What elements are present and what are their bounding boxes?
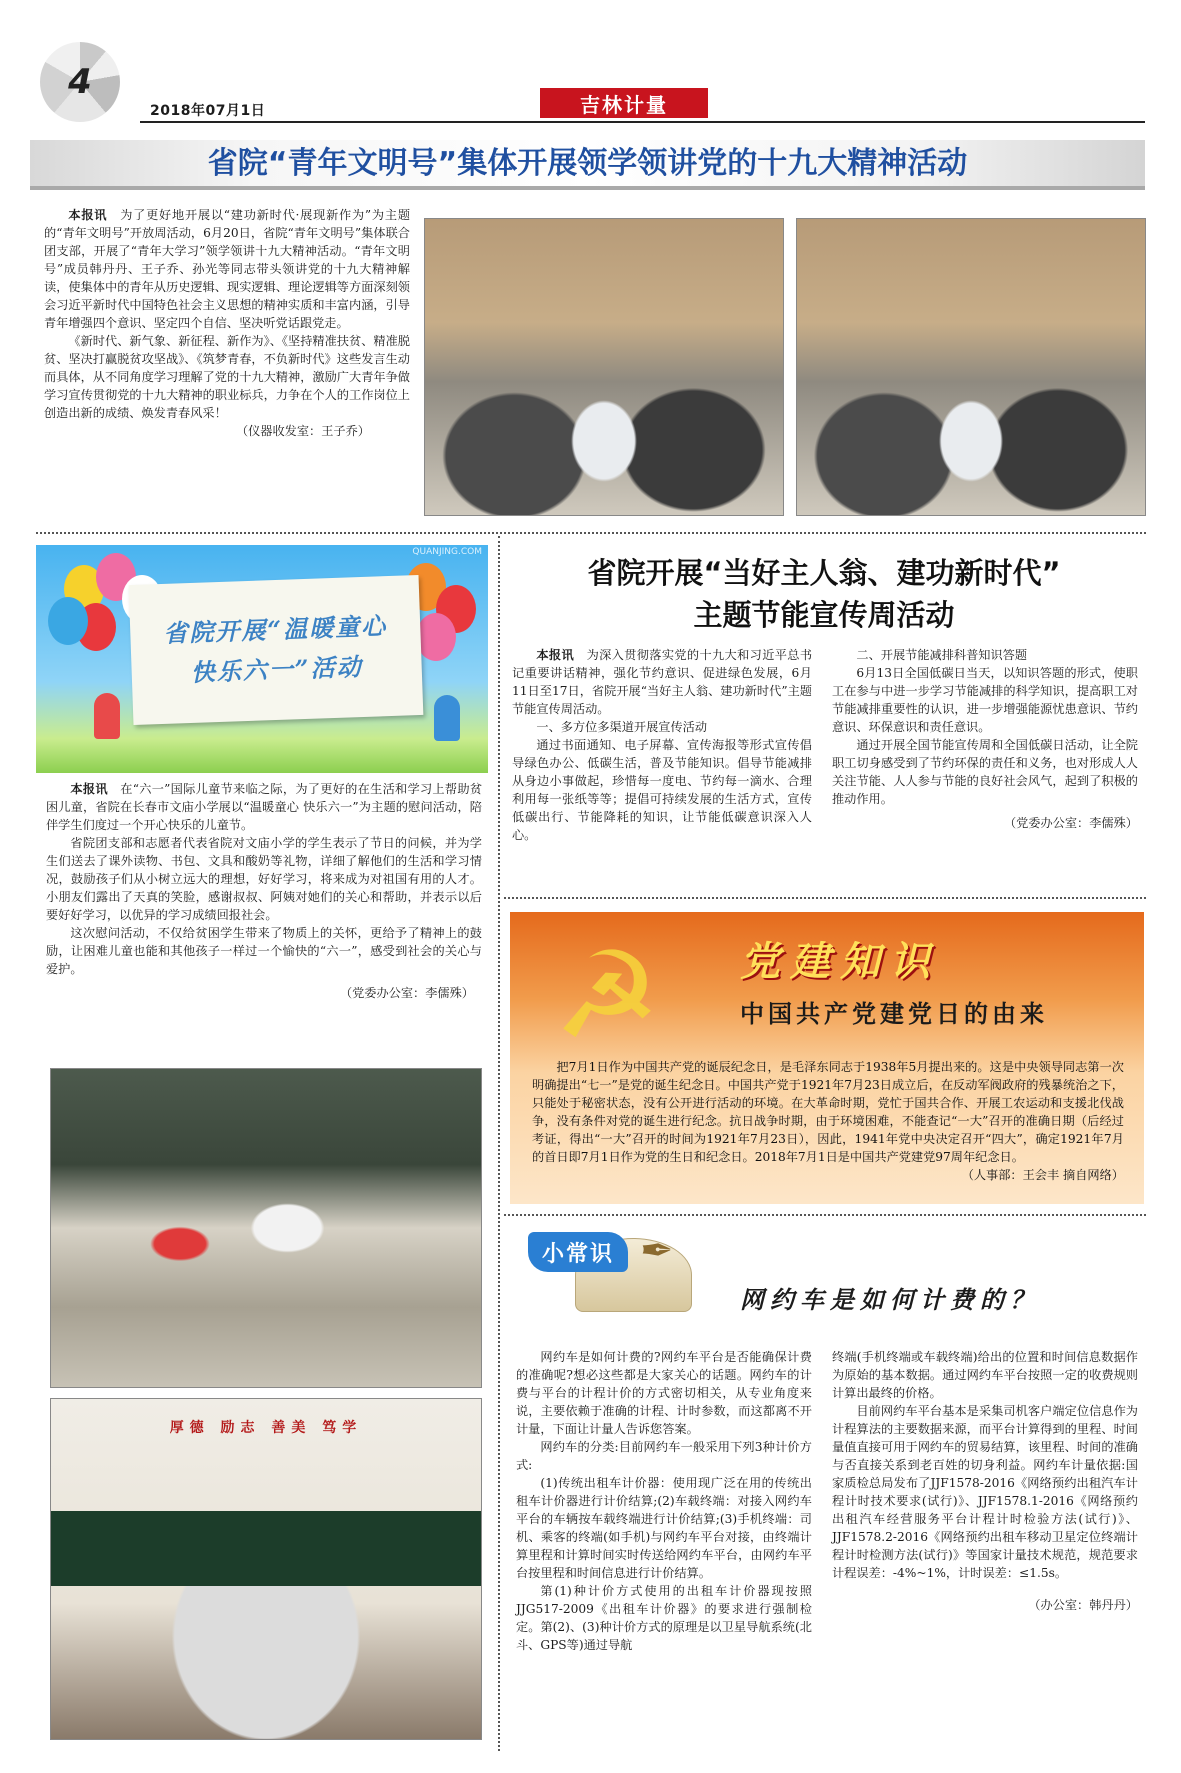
party-paragraph: 把7月1日作为中国共产党的诞辰纪念日，是毛泽东同志于1938年5月提出来的。这是中央领导同志第一次明确提出“七一”是党的诞生纪念日。中国共产党于1921年7月23日成立后，在反动军阀政府的残暴统治之下，只能处于秘密状态，没有公开进行活动的环境。在大革命时期，党忙于国共合作、开展工农运动和支援北伐战争，没有条件对党的诞生进行纪念。抗日战争时期，由于环境困难，不能查记“一大”召开的准确日期（后经过考证，得出“一大”召开的时间为1921年7月23日），因此，1941年党中央决定召开“四大”，确定1921年7月的首日即7月1日作为党的生日和纪念日。2018年7月1日是中国共产党建党97周年纪念日。: [532, 1060, 1124, 1164]
children-day-poster: [36, 545, 488, 773]
article1-credit: （仪器收发室：王子乔）: [235, 424, 370, 438]
article3-paragraph: 通过书面通知、电子屏幕、宣传海报等形式宣传倡导绿色办公、低碳生活，普及节能知识。倡导节能减排从身边小事做起，珍惜每一度电、节约每一滴水、合理利用每一张纸等等；提倡可持续发展的生活方式，宣传低碳出行、节能降耗的知识，让节能低碳意识深入人心。: [512, 738, 812, 842]
common-sense-paragraph: 终端(手机终端或车载终端)给出的位置和时间信息数据作为原始的基本数据。通过网约车平台按照一定的收费规则计算出最终的价格。: [832, 1350, 1138, 1400]
common-sense-banner: 小常识: [528, 1232, 628, 1272]
article3-left-column: [512, 646, 812, 844]
party-text: [532, 1058, 1124, 1184]
article2-paragraph: 在“六一”国际儿童节来临之际，为了更好的在生活和学习上帮助贫困儿童，省院在长春市文庙小学展以“温暖童心 快乐六一”为主题的慰问活动，陪伴学生们度过一个开心快乐的儿童节。: [46, 782, 483, 832]
child-figure-icon: [434, 695, 460, 741]
common-sense-paragraph: 网约车是如何计费的?网约车平台是否能确保计费的准确呢?想必这些都是大家关心的话题。网约车的计费与平台的计程计价的方式密切相关，从专业角度来说，主要依赖于准确的计程、计时参数，而这都离不开计量，下面让计量人告诉您答案。: [516, 1350, 812, 1436]
balloon-icon: [416, 613, 456, 661]
article3-paragraph: 为深入贯彻落实党的十九大和习近平总书记重要讲话精神，强化节约意识、促进绿色发展，6月11日至17日，省院开展“当好主人翁、建功新时代”主题节能宣传周活动。: [512, 648, 813, 716]
party-knowledge-box: [510, 912, 1144, 1204]
page-number-text: 4: [68, 62, 92, 102]
poster-title-line1: 省院开展“温暖童心: [162, 611, 388, 648]
common-sense-left-column: [516, 1348, 812, 1654]
article1-lead: 本报讯: [68, 208, 108, 222]
quill-icon: ✒: [640, 1228, 674, 1274]
poster-paper: [129, 575, 424, 725]
article1-headline: 省院“青年文明号”集体开展领学领讲党的十九大精神活动: [207, 146, 968, 181]
article2-paragraph: 省院团支部和志愿者代表省院对文庙小学的学生表示了节日的问候，并为学生们送去了课外读物、书包、文具和酸奶等礼物，详细了解他们的生活和学习情况，鼓励孩子们从小树立远大的理想，好好学习，将来成为对祖国有用的人才。小朋友们露出了天真的笑脸，感谢叔叔、阿姨对她们的关心和帮助，并表示以后要好好学习，以优异的学习成绩回报社会。: [46, 836, 482, 922]
party-subtitle: 中国共产党建党日的由来: [740, 999, 1048, 1028]
child-figure-icon: [94, 693, 120, 739]
poster-watermark: QUANJING.COM: [412, 547, 482, 557]
article1-body: [44, 206, 410, 440]
article2-photo-1: [50, 1068, 482, 1388]
article3-headline-line1: 省院开展“当好主人翁、建功新时代”: [587, 556, 1061, 590]
common-sense-paragraph: 目前网约车平台基本是采集司机客户端定位信息作为计程算法的主要数据来源，而平台计算得到的里程、时间量值直接可用于网约车的贸易结算，该里程、时间的准确与否直接关系到老百姓的切身利益。网约车计量依据:国家质检总局发布了JJF1578-2016《网络预约出租汽车计程计时技术要求(试行)》、JJF1578.1-2016《网络预约出租汽车经营服务平台计程计时检验方法(试行)》、JJF1578.2-2016《网络预约出租车移动卫星定位终端计程计时检测方法(试行)》等国家计量技术规范，规范要求计程误差：-4%~1%，计时误差：≤1.5s。: [832, 1404, 1138, 1580]
header-date: 2018年07月1日: [150, 103, 266, 119]
party-credit: （人事部：王会丰 摘自网络）: [961, 1168, 1124, 1182]
common-sense-title: 网约车是如何计费的？: [740, 1285, 1040, 1314]
section-divider: [36, 532, 1146, 534]
page-number: [40, 42, 120, 122]
article3-lead: 本报讯: [536, 648, 575, 662]
article2-lead: 本报讯: [70, 782, 108, 796]
common-sense-paragraph: 网约车的分类:目前网约车一般采用下列3种计价方式:: [516, 1440, 812, 1472]
common-sense-paragraph: 第(1)种计价方式使用的出租车计价器现按照JJG517-2009《出租车计价器》的要求进行强制检定。第(2)、(3)种计价方式的原理是以卫星导航系统(北斗、GPS等)通过导航: [516, 1584, 812, 1652]
article3-subheading: 一、多方位多渠道开展宣传活动: [536, 720, 708, 734]
school-motto-banner: 厚德 励志 善美 笃学: [169, 1420, 363, 1436]
article3-headline-line2: 主题节能宣传周活动: [693, 598, 955, 632]
article1-photo-2: [796, 218, 1146, 516]
party-title: 党建知识: [740, 938, 940, 985]
article3-subheading: 二、开展节能减排科普知识答题: [856, 648, 1028, 662]
section-divider: [504, 897, 1146, 899]
article3-paragraph: 6月13日全国低碳日当天，以知识答题的形式，使职工在参与中进一步学习节能减排的科学知识，提高职工对节能减排重要性的认识，进一步增强能源忧患意识、节约意识、环保意识和责任意识。: [832, 666, 1138, 734]
article3-right-column: [832, 646, 1138, 832]
article1-photo-1: [424, 218, 784, 516]
article2-body: [46, 780, 482, 1002]
hammer-sickle-icon: ☭: [553, 927, 661, 1066]
poster-title-line2: 快乐六一”活动: [190, 651, 364, 687]
balloon-icon: [48, 597, 88, 645]
common-sense-paragraph: (1)传统出租车计价器：使用现广泛在用的传统出租车计价器进行计价结算;(2)车载终端：对接入网约车平台的车辆按车载终端进行计价结算;(3)手机终端：司机、乘客的终端(如手机)与网约车平台对接，由终端计算里程和计算时间实时传送给网约车平台，由网约车平台按里程和时间信息进行计价结算。: [516, 1476, 812, 1580]
paper-name: 吉林计量: [540, 88, 708, 118]
common-sense-right-column: [832, 1348, 1138, 1614]
article2-credit: （党委办公室：李儒殊）: [339, 986, 474, 1000]
article3-headline: [504, 552, 1144, 636]
article1-paragraph: 《新时代、新气象、新征程、新作为》、《坚持精准扶贫、精准脱贫、坚决打赢脱贫攻坚战》、《筑梦青春，不负新时代》这些发言生动而具体，从不同角度学习理解了党的十九大精神，激励广大青年争做学习宣传贯彻党的十九大精神的职业标兵，力争在个人的工作岗位上创造出新的成绩、焕发青春风采！: [44, 334, 410, 420]
article2-paragraph: 这次慰问活动，不仅给贫困学生带来了物质上的关怀，更给予了精神上的鼓励，让困难儿童也能和其他孩子一样过一个愉快的“六一”，感受到社会的关心与爱护。: [46, 926, 482, 976]
header-rule: [140, 121, 1145, 123]
common-sense-credit: （办公室：韩丹丹）: [1028, 1598, 1138, 1612]
section-divider: [504, 1214, 1146, 1216]
article2-photo-2: [50, 1398, 482, 1740]
article3-paragraph: 通过开展全国节能宣传周和全国低碳日活动，让全院职工切身感受到了节约环保的责任和义务，也对形成人人关注节能、人人参与节能的良好社会风气，起到了积极的推动作用。: [832, 738, 1138, 806]
column-divider: [498, 536, 500, 1751]
article1-paragraph: 为了更好地开展以“建功新时代·展现新作为”为主题的“青年文明号”开放周活动，6月20日，省院“青年文明号”集体联合团支部，开展了“青年大学习”领学领讲十九大精神活动。“青年文明号”成员韩丹丹、王子乔、孙光等同志带头领讲党的十九大精神解读，使集体中的青年从历史逻辑、现实逻辑、理论逻辑等方面深刻领会习近平新时代中国特色社会主义思想的精神实质和丰富内涵，引导青年增强四个意识、坚定四个自信、坚决听党话跟党走。: [44, 208, 411, 330]
article3-credit: （党委办公室：李儒殊）: [1003, 816, 1138, 830]
